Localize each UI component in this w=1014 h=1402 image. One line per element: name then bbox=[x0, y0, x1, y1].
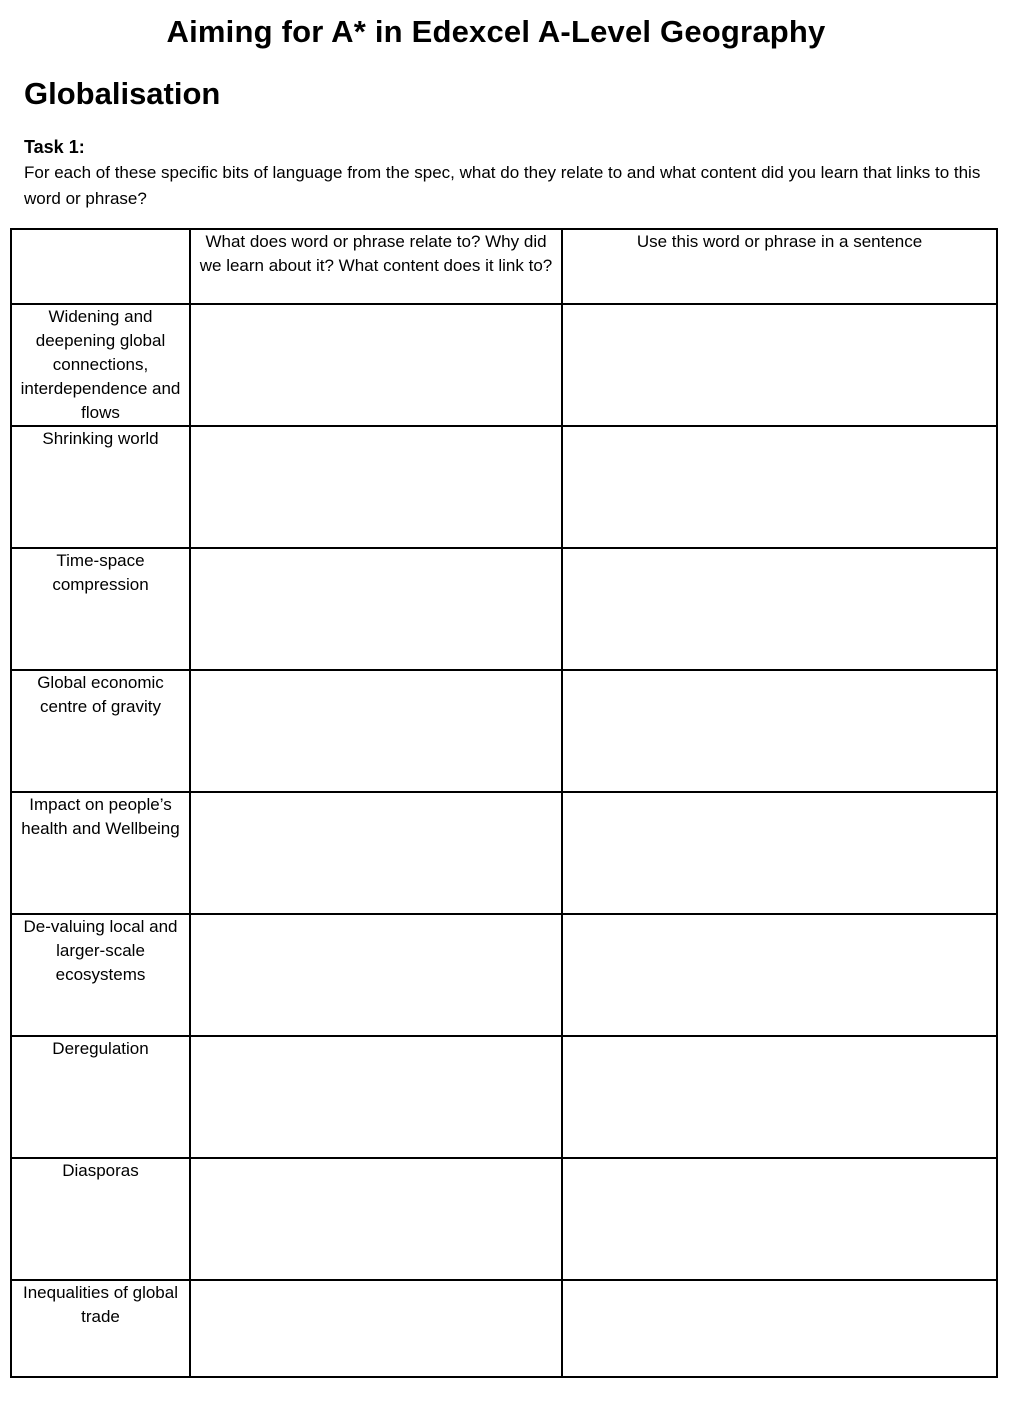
sentence-answer-cell[interactable] bbox=[562, 426, 997, 548]
term-cell: Inequalities of global trade bbox=[11, 1280, 190, 1377]
sentence-answer-cell[interactable] bbox=[562, 914, 997, 1036]
relates-to-answer-cell[interactable] bbox=[190, 1036, 562, 1158]
term-cell: Global economic centre of gravity bbox=[11, 670, 190, 792]
term-cell: Deregulation bbox=[11, 1036, 190, 1158]
task-label: Task 1: bbox=[24, 137, 85, 157]
table-row bbox=[11, 1036, 997, 1158]
table-row bbox=[11, 548, 997, 670]
table-row bbox=[11, 1280, 997, 1377]
term-cell: Diasporas bbox=[11, 1158, 190, 1280]
table-row bbox=[11, 914, 997, 1036]
relates-to-answer-cell[interactable] bbox=[190, 914, 562, 1036]
table-row bbox=[11, 304, 997, 426]
term-cell: Widening and deepening global connections, interdependence and flows bbox=[11, 304, 190, 426]
header-cell-term bbox=[11, 229, 190, 304]
header-cell-sentence: Use this word or phrase in a sentence bbox=[562, 229, 997, 304]
relates-to-answer-cell[interactable] bbox=[190, 1280, 562, 1377]
sentence-answer-cell[interactable] bbox=[562, 1036, 997, 1158]
relates-to-answer-cell[interactable] bbox=[190, 1158, 562, 1280]
term-cell: Time-space compression bbox=[11, 548, 190, 670]
terms-table bbox=[10, 228, 998, 1378]
sentence-answer-cell[interactable] bbox=[562, 548, 997, 670]
sentence-answer-cell[interactable] bbox=[562, 1158, 997, 1280]
table-row bbox=[11, 670, 997, 792]
header-cell-relates-to: What does word or phrase relate to? Why did we learn about it? What content does it link to? bbox=[190, 229, 562, 304]
relates-to-answer-cell[interactable] bbox=[190, 548, 562, 670]
relates-to-answer-cell[interactable] bbox=[190, 792, 562, 914]
term-cell: De-valuing local and larger-scale ecosystems bbox=[11, 914, 190, 1036]
sentence-answer-cell[interactable] bbox=[562, 304, 997, 426]
term-cell: Shrinking world bbox=[11, 426, 190, 548]
relates-to-answer-cell[interactable] bbox=[190, 670, 562, 792]
section-title: Globalisation bbox=[24, 76, 221, 111]
term-cell: Impact on people’s health and Wellbeing bbox=[11, 792, 190, 914]
relates-to-answer-cell[interactable] bbox=[190, 304, 562, 426]
sentence-answer-cell[interactable] bbox=[562, 670, 997, 792]
page-title: Aiming for A* in Edexcel A-Level Geography bbox=[166, 14, 826, 49]
table-header-row bbox=[11, 229, 997, 304]
table-row bbox=[11, 1158, 997, 1280]
relates-to-answer-cell[interactable] bbox=[190, 426, 562, 548]
sentence-answer-cell[interactable] bbox=[562, 792, 997, 914]
table-row bbox=[11, 792, 997, 914]
sentence-answer-cell[interactable] bbox=[562, 1280, 997, 1377]
table-row bbox=[11, 426, 997, 548]
task-instructions: For each of these specific bits of language from the spec, what do they relate to and what content did you learn that links to this word or phrase? bbox=[24, 163, 981, 208]
